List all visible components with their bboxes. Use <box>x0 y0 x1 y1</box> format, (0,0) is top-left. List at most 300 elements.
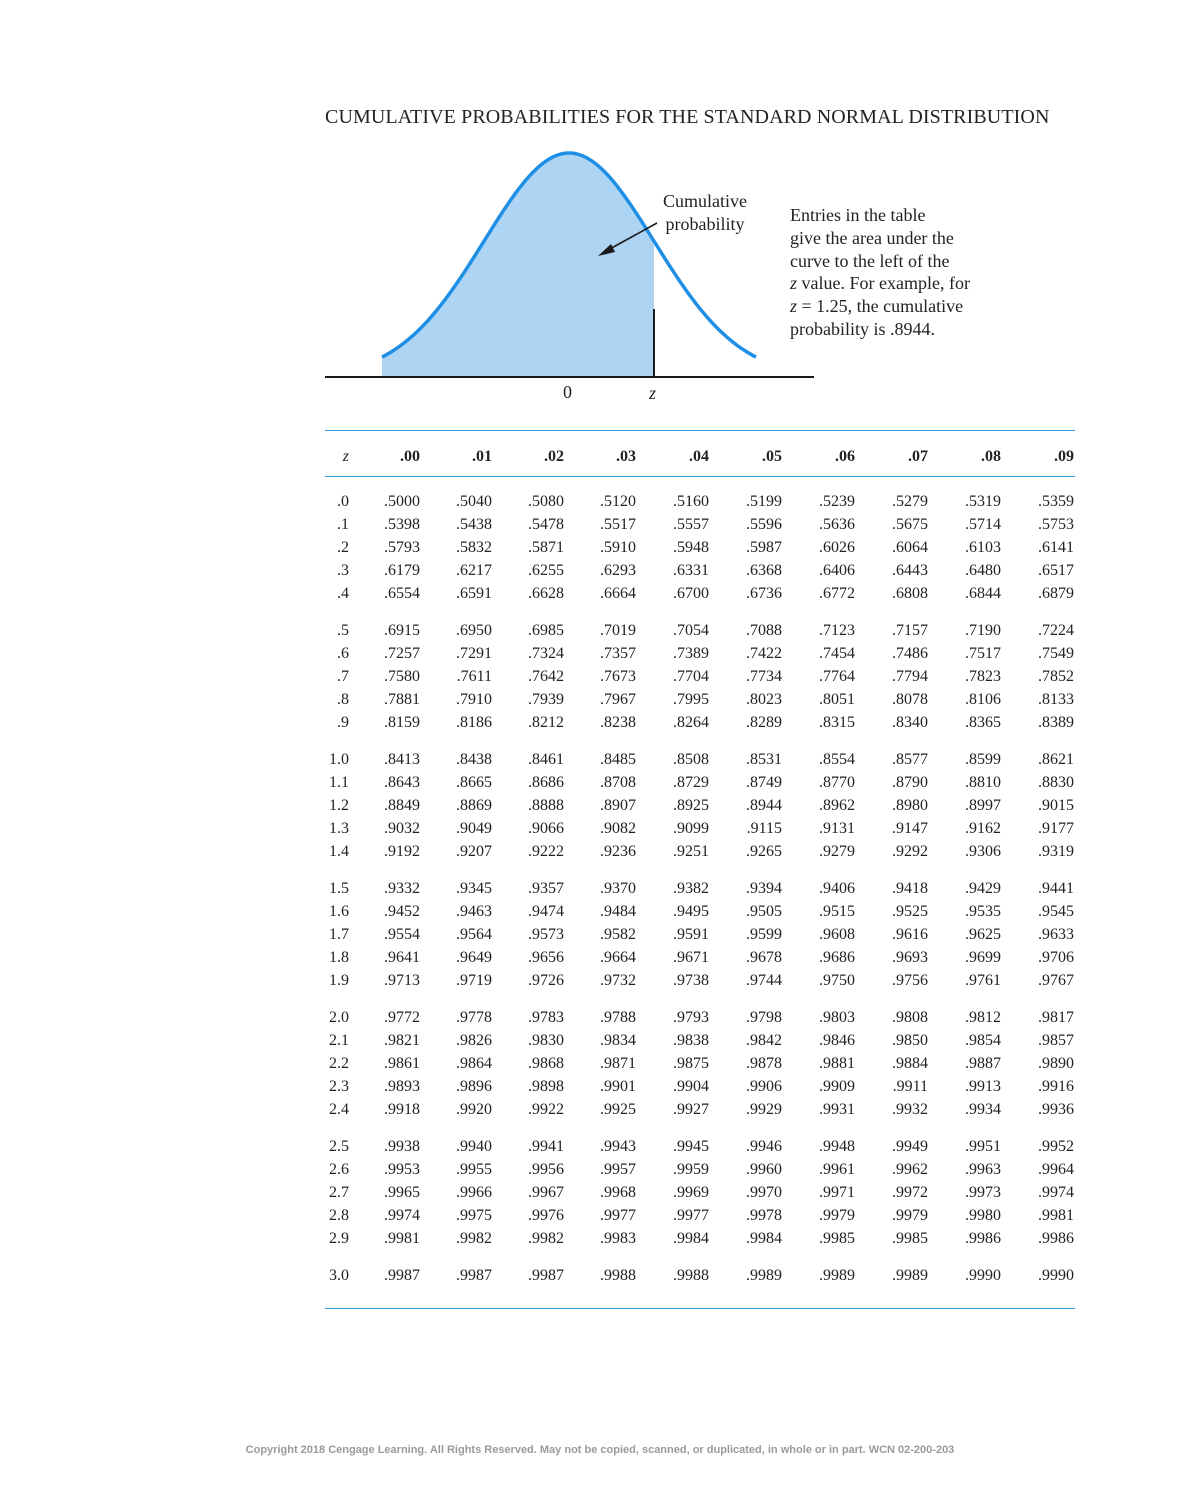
table-row <box>325 843 1075 866</box>
probability-cell: .9960 <box>746 1161 782 1179</box>
probability-cell: .8315 <box>819 714 855 732</box>
probability-cell: .9974 <box>1038 1184 1074 1202</box>
probability-cell: .9911 <box>892 1078 928 1096</box>
probability-cell: .6808 <box>892 585 928 603</box>
probability-cell: .6985 <box>528 622 564 639</box>
table-row <box>325 1207 1075 1230</box>
probability-cell: .7995 <box>673 691 709 709</box>
probability-cell: .8531 <box>746 751 782 768</box>
probability-cell: .9977 <box>600 1207 636 1225</box>
probability-cell: .9932 <box>892 1101 928 1119</box>
probability-cell: .7852 <box>1038 668 1074 686</box>
probability-cell: .9987 <box>456 1267 492 1284</box>
probability-cell: .9726 <box>528 972 564 990</box>
probability-cell: .9671 <box>673 949 709 967</box>
probability-cell: .8438 <box>456 751 492 768</box>
probability-cell: .9292 <box>892 843 928 861</box>
probability-cell: .7422 <box>746 645 782 663</box>
table-row <box>325 691 1075 714</box>
probability-cell: .6103 <box>965 539 1001 557</box>
table-row <box>325 1055 1075 1078</box>
probability-cell: .7157 <box>892 622 928 639</box>
probability-cell: .8389 <box>1038 714 1074 732</box>
column-header: .09 <box>1054 448 1074 465</box>
probability-cell: .9345 <box>456 880 492 897</box>
table-row <box>325 1009 1075 1032</box>
probability-cell: .9938 <box>384 1138 420 1155</box>
probability-cell: .9968 <box>600 1184 636 1202</box>
probability-cell: .6554 <box>384 585 420 603</box>
probability-cell: .8888 <box>528 797 564 815</box>
probability-cell: .9909 <box>819 1078 855 1096</box>
z-value-cell: .3 <box>337 562 349 580</box>
probability-cell: .7794 <box>892 668 928 686</box>
probability-cell: .9332 <box>384 880 420 897</box>
probability-cell: .7389 <box>673 645 709 663</box>
probability-cell: .9591 <box>673 926 709 944</box>
probability-cell: .9049 <box>456 820 492 838</box>
probability-cell: .6950 <box>456 622 492 639</box>
probability-cell: .9918 <box>384 1101 420 1119</box>
probability-cell: .7291 <box>456 645 492 663</box>
probability-cell: .6406 <box>819 562 855 580</box>
z-value-cell: 1.7 <box>329 926 349 944</box>
probability-cell: .9582 <box>600 926 636 944</box>
table-row <box>325 820 1075 843</box>
probability-cell: .8212 <box>528 714 564 732</box>
probability-cell: .5199 <box>746 493 782 510</box>
probability-cell: .9884 <box>892 1055 928 1073</box>
probability-cell: .9535 <box>965 903 1001 921</box>
probability-cell: .8365 <box>965 714 1001 732</box>
probability-cell: .6026 <box>819 539 855 557</box>
probability-cell: .9925 <box>600 1101 636 1119</box>
probability-cell: .9798 <box>746 1009 782 1026</box>
probability-cell: .9976 <box>528 1207 564 1225</box>
probability-cell: .9265 <box>746 843 782 861</box>
probability-cell: .9904 <box>673 1078 709 1096</box>
probability-cell: .9649 <box>456 949 492 967</box>
probability-cell: .9505 <box>746 903 782 921</box>
probability-cell: .9452 <box>384 903 420 921</box>
probability-cell: .5675 <box>892 516 928 534</box>
table-row <box>325 774 1075 797</box>
cumulative-area-fill <box>382 153 654 377</box>
probability-cell: .9394 <box>746 880 782 897</box>
z-value-cell: 2.7 <box>329 1184 349 1202</box>
probability-cell: .5120 <box>600 493 636 510</box>
probability-cell: .9484 <box>600 903 636 921</box>
probability-cell: .9778 <box>456 1009 492 1026</box>
probability-cell: .9838 <box>673 1032 709 1050</box>
table-row <box>325 972 1075 995</box>
table-row <box>325 493 1075 516</box>
probability-cell: .9986 <box>1038 1230 1074 1248</box>
normal-curve-line <box>382 153 756 357</box>
probability-cell: .9979 <box>892 1207 928 1225</box>
probability-cell: .9941 <box>528 1138 564 1155</box>
probability-cell: .8869 <box>456 797 492 815</box>
probability-cell: .9803 <box>819 1009 855 1026</box>
page-title: CUMULATIVE PROBABILITIES FOR THE STANDARD NORMAL DISTRIBUTION <box>325 106 1050 128</box>
table-row <box>325 1230 1075 1253</box>
z-value-cell: 2.1 <box>329 1032 349 1050</box>
z-value-cell: 2.8 <box>329 1207 349 1225</box>
probability-cell: .8461 <box>528 751 564 768</box>
probability-cell: .6879 <box>1038 585 1074 603</box>
cumulative-probability-label <box>640 190 770 236</box>
probability-cell: .5000 <box>384 493 420 510</box>
probability-cell: .9713 <box>384 972 420 990</box>
probability-cell: .9929 <box>746 1101 782 1119</box>
probability-cell: .8621 <box>1038 751 1074 768</box>
table-row <box>325 1138 1075 1161</box>
probability-cell: .8106 <box>965 691 1001 709</box>
probability-cell: .9966 <box>456 1184 492 1202</box>
table-row <box>325 539 1075 562</box>
probability-cell: .8997 <box>965 797 1001 815</box>
probability-cell: .9980 <box>965 1207 1001 1225</box>
probability-cell: .9772 <box>384 1009 420 1026</box>
probability-arrow-head <box>598 244 615 256</box>
table-row <box>325 880 1075 903</box>
probability-cell: .6368 <box>746 562 782 580</box>
probability-cell: .9948 <box>819 1138 855 1155</box>
probability-cell: .9474 <box>528 903 564 921</box>
z-value-cell: 2.0 <box>329 1009 349 1026</box>
table-row <box>325 714 1075 737</box>
explanation-line-3: curve to the left of the <box>790 250 950 271</box>
probability-cell: .6255 <box>528 562 564 580</box>
z-column-header: z <box>342 448 349 465</box>
z-value-cell: 1.5 <box>329 880 349 897</box>
table-row <box>325 585 1075 608</box>
probability-cell: .6591 <box>456 585 492 603</box>
probability-cell: .9975 <box>456 1207 492 1225</box>
probability-cell: .9418 <box>892 880 928 897</box>
probability-cell: .9871 <box>600 1055 636 1073</box>
copyright-footer: Copyright 2018 Cengage Learning. All Rights Reserved. May not be copied, scanned, or duplicated, in whole or in part. WCN 02-200-203 <box>245 1444 955 1456</box>
probability-cell: .9861 <box>384 1055 420 1073</box>
z-value-cell: 2.6 <box>329 1161 349 1179</box>
z-value-cell: .0 <box>337 493 349 510</box>
probability-cell: .8599 <box>965 751 1001 768</box>
column-header: .01 <box>472 448 492 465</box>
probability-cell: .9826 <box>456 1032 492 1050</box>
probability-cell: .8770 <box>819 774 855 792</box>
probability-cell: .9699 <box>965 949 1001 967</box>
z-value-cell: 2.2 <box>329 1055 349 1073</box>
probability-cell: .9982 <box>528 1230 564 1248</box>
probability-cell: .7734 <box>746 668 782 686</box>
table-row <box>325 1078 1075 1101</box>
probability-cell: .9564 <box>456 926 492 944</box>
probability-cell: .7357 <box>600 645 636 663</box>
probability-cell: .9984 <box>746 1230 782 1248</box>
table-row <box>325 1184 1075 1207</box>
probability-cell: .7967 <box>600 691 636 709</box>
probability-cell: .9633 <box>1038 926 1074 944</box>
probability-cell: .5279 <box>892 493 928 510</box>
probability-cell: .9207 <box>456 843 492 861</box>
probability-cell: .7019 <box>600 622 636 639</box>
probability-cell: .9625 <box>965 926 1001 944</box>
probability-cell: .9974 <box>384 1207 420 1225</box>
probability-cell: .9943 <box>600 1138 636 1155</box>
probability-cell: .8944 <box>746 797 782 815</box>
probability-cell: .9920 <box>456 1101 492 1119</box>
probability-cell: .9898 <box>528 1078 564 1096</box>
probability-cell: .7704 <box>673 668 709 686</box>
probability-cell: .9864 <box>456 1055 492 1073</box>
probability-cell: .7054 <box>673 622 709 639</box>
probability-cell: .9147 <box>892 820 928 838</box>
z-value-cell: .4 <box>337 585 349 603</box>
probability-cell: .5871 <box>528 539 564 557</box>
probability-cell: .8238 <box>600 714 636 732</box>
table-row <box>325 668 1075 691</box>
probability-cell: .6517 <box>1038 562 1074 580</box>
probability-cell: .9945 <box>673 1138 709 1155</box>
probability-cell: .8925 <box>673 797 709 815</box>
explanation-text <box>790 204 1020 341</box>
probability-cell: .7910 <box>456 691 492 709</box>
probability-cell: .9406 <box>819 880 855 897</box>
probability-cell: .9964 <box>1038 1161 1074 1179</box>
table-row <box>325 903 1075 926</box>
probability-cell: .9222 <box>528 843 564 861</box>
probability-cell: .9970 <box>746 1184 782 1202</box>
z-value-cell: .5 <box>337 622 349 639</box>
probability-cell: .9744 <box>746 972 782 990</box>
probability-cell: .7673 <box>600 668 636 686</box>
probability-cell: .9599 <box>746 926 782 944</box>
probability-cell: .9846 <box>819 1032 855 1050</box>
explanation-line-4: z value. For example, for <box>790 273 970 294</box>
z-value-cell: 2.4 <box>329 1101 349 1119</box>
probability-cell: .9961 <box>819 1161 855 1179</box>
probability-cell: .9969 <box>673 1184 709 1202</box>
column-header: .05 <box>762 448 782 465</box>
probability-cell: .9906 <box>746 1078 782 1096</box>
probability-cell: .7224 <box>1038 622 1074 639</box>
probability-cell: .5948 <box>673 539 709 557</box>
probability-cell: .8907 <box>600 797 636 815</box>
probability-cell: .5832 <box>456 539 492 557</box>
probability-cell: .5636 <box>819 516 855 534</box>
probability-cell: .7123 <box>819 622 855 639</box>
probability-cell: .9922 <box>528 1101 564 1119</box>
probability-cell: .5987 <box>746 539 782 557</box>
probability-cell: .6736 <box>746 585 782 603</box>
probability-cell: .7580 <box>384 668 420 686</box>
probability-cell: .9756 <box>892 972 928 990</box>
probability-cell: .9616 <box>892 926 928 944</box>
z-value-cell: 3.0 <box>329 1267 349 1284</box>
probability-cell: .9983 <box>600 1230 636 1248</box>
column-header: .04 <box>689 448 709 465</box>
probability-cell: .8023 <box>746 691 782 709</box>
z-value-cell: 1.6 <box>329 903 349 921</box>
probability-cell: .7088 <box>746 622 782 639</box>
probability-cell: .5557 <box>673 516 709 534</box>
probability-cell: .9949 <box>892 1138 928 1155</box>
probability-cell: .5753 <box>1038 516 1074 534</box>
probability-cell: .5239 <box>819 493 855 510</box>
probability-cell: .8159 <box>384 714 420 732</box>
probability-cell: .9916 <box>1038 1078 1074 1096</box>
probability-cell: .9177 <box>1038 820 1074 838</box>
probability-cell: .9545 <box>1038 903 1074 921</box>
probability-cell: .9963 <box>965 1161 1001 1179</box>
probability-cell: .5596 <box>746 516 782 534</box>
probability-cell: .7764 <box>819 668 855 686</box>
probability-cell: .8078 <box>892 691 928 709</box>
probability-cell: .9015 <box>1038 797 1074 815</box>
probability-cell: .9934 <box>965 1101 1001 1119</box>
z-value-cell: 2.5 <box>329 1138 349 1155</box>
probability-cell: .9979 <box>819 1207 855 1225</box>
probability-cell: .9850 <box>892 1032 928 1050</box>
probability-cell: .9429 <box>965 880 1001 897</box>
z-value-cell: .1 <box>337 516 349 534</box>
probability-cell: .6772 <box>819 585 855 603</box>
probability-cell: .9357 <box>528 880 564 897</box>
probability-cell: .9887 <box>965 1055 1001 1073</box>
probability-cell: .9931 <box>819 1101 855 1119</box>
probability-cell: .9967 <box>528 1184 564 1202</box>
probability-cell: .9370 <box>600 880 636 897</box>
table-top-rule <box>325 430 1075 431</box>
z-value-cell: 1.9 <box>329 972 349 990</box>
probability-cell: .9554 <box>384 926 420 944</box>
probability-cell: .9986 <box>965 1230 1001 1248</box>
probability-cell: .9896 <box>456 1078 492 1096</box>
probability-cell: .5160 <box>673 493 709 510</box>
table-row <box>325 926 1075 949</box>
probability-cell: .9987 <box>384 1267 420 1284</box>
probability-cell: .5398 <box>384 516 420 534</box>
probability-cell: .9664 <box>600 949 636 967</box>
probability-cell: .6064 <box>892 539 928 557</box>
probability-cell: .9989 <box>746 1267 782 1284</box>
probability-cell: .5359 <box>1038 493 1074 510</box>
probability-cell: .6628 <box>528 585 564 603</box>
probability-cell: .6217 <box>456 562 492 580</box>
probability-cell: .7486 <box>892 645 928 663</box>
probability-cell: .9678 <box>746 949 782 967</box>
probability-cell: .5319 <box>965 493 1001 510</box>
probability-cell: .9984 <box>673 1230 709 1248</box>
axis-zero-label: 0 <box>563 382 572 402</box>
table-row <box>325 949 1075 972</box>
probability-cell: .5517 <box>600 516 636 534</box>
probability-cell: .9868 <box>528 1055 564 1073</box>
probability-cell: .5793 <box>384 539 420 557</box>
probability-cell: .6844 <box>965 585 1001 603</box>
probability-cell: .8577 <box>892 751 928 768</box>
probability-cell: .9279 <box>819 843 855 861</box>
probability-cell: .6443 <box>892 562 928 580</box>
probability-cell: .6664 <box>600 585 636 603</box>
probability-cell: .6700 <box>673 585 709 603</box>
z-value-cell: 1.1 <box>329 774 349 792</box>
probability-cell: .9525 <box>892 903 928 921</box>
probability-cell: .8708 <box>600 774 636 792</box>
z-value-cell: .8 <box>337 691 349 709</box>
probability-cell: .9830 <box>528 1032 564 1050</box>
probability-cell: .9706 <box>1038 949 1074 967</box>
probability-cell: .9878 <box>746 1055 782 1073</box>
probability-cell: .9788 <box>600 1009 636 1026</box>
probability-cell: .9951 <box>965 1138 1001 1155</box>
normal-curve-figure <box>0 0 1200 420</box>
probability-cell: .6480 <box>965 562 1001 580</box>
probability-cell: .9783 <box>528 1009 564 1026</box>
probability-cell: .9761 <box>965 972 1001 990</box>
probability-cell: .9306 <box>965 843 1001 861</box>
probability-cell: .9978 <box>746 1207 782 1225</box>
table-row <box>325 1267 1075 1290</box>
table-header-row <box>325 448 1075 472</box>
probability-cell: .9959 <box>673 1161 709 1179</box>
table-row <box>325 562 1075 585</box>
probability-cell: .8264 <box>673 714 709 732</box>
probability-cell: .6915 <box>384 622 420 639</box>
probability-cell: .8413 <box>384 751 420 768</box>
probability-cell: .8849 <box>384 797 420 815</box>
probability-cell: .9082 <box>600 820 636 838</box>
probability-cell: .9641 <box>384 949 420 967</box>
probability-cell: .5910 <box>600 539 636 557</box>
column-header: .02 <box>544 448 564 465</box>
table-row <box>325 645 1075 668</box>
probability-cell: .7517 <box>965 645 1001 663</box>
column-header: .00 <box>400 448 420 465</box>
probability-cell: .8980 <box>892 797 928 815</box>
explanation-line-1: Entries in the table <box>790 205 926 225</box>
probability-cell: .9893 <box>384 1078 420 1096</box>
probability-cell: .9573 <box>528 926 564 944</box>
probability-cell: .6179 <box>384 562 420 580</box>
probability-cell: .9750 <box>819 972 855 990</box>
probability-cell: .9738 <box>673 972 709 990</box>
probability-cell: .8749 <box>746 774 782 792</box>
z-value-cell: .6 <box>337 645 349 663</box>
explanation-line-2: give the area under the <box>790 227 954 248</box>
probability-label-line: probability <box>665 214 745 234</box>
probability-cell: .7549 <box>1038 645 1074 663</box>
probability-cell: .9115 <box>746 820 782 838</box>
probability-cell: .9793 <box>673 1009 709 1026</box>
probability-cell: .9990 <box>1038 1267 1074 1284</box>
probability-cell: .9985 <box>892 1230 928 1248</box>
probability-cell: .9066 <box>528 820 564 838</box>
probability-cell: .9985 <box>819 1230 855 1248</box>
probability-cell: .9990 <box>965 1267 1001 1284</box>
probability-cell: .9953 <box>384 1161 420 1179</box>
column-header: .03 <box>616 448 636 465</box>
probability-cell: .9890 <box>1038 1055 1074 1073</box>
probability-cell: .9441 <box>1038 880 1074 897</box>
probability-cell: .9693 <box>892 949 928 967</box>
column-header: .06 <box>835 448 855 465</box>
probability-cell: .8790 <box>892 774 928 792</box>
probability-cell: .9971 <box>819 1184 855 1202</box>
probability-cell: .9192 <box>384 843 420 861</box>
probability-cell: .5478 <box>528 516 564 534</box>
probability-cell: .8133 <box>1038 691 1074 709</box>
